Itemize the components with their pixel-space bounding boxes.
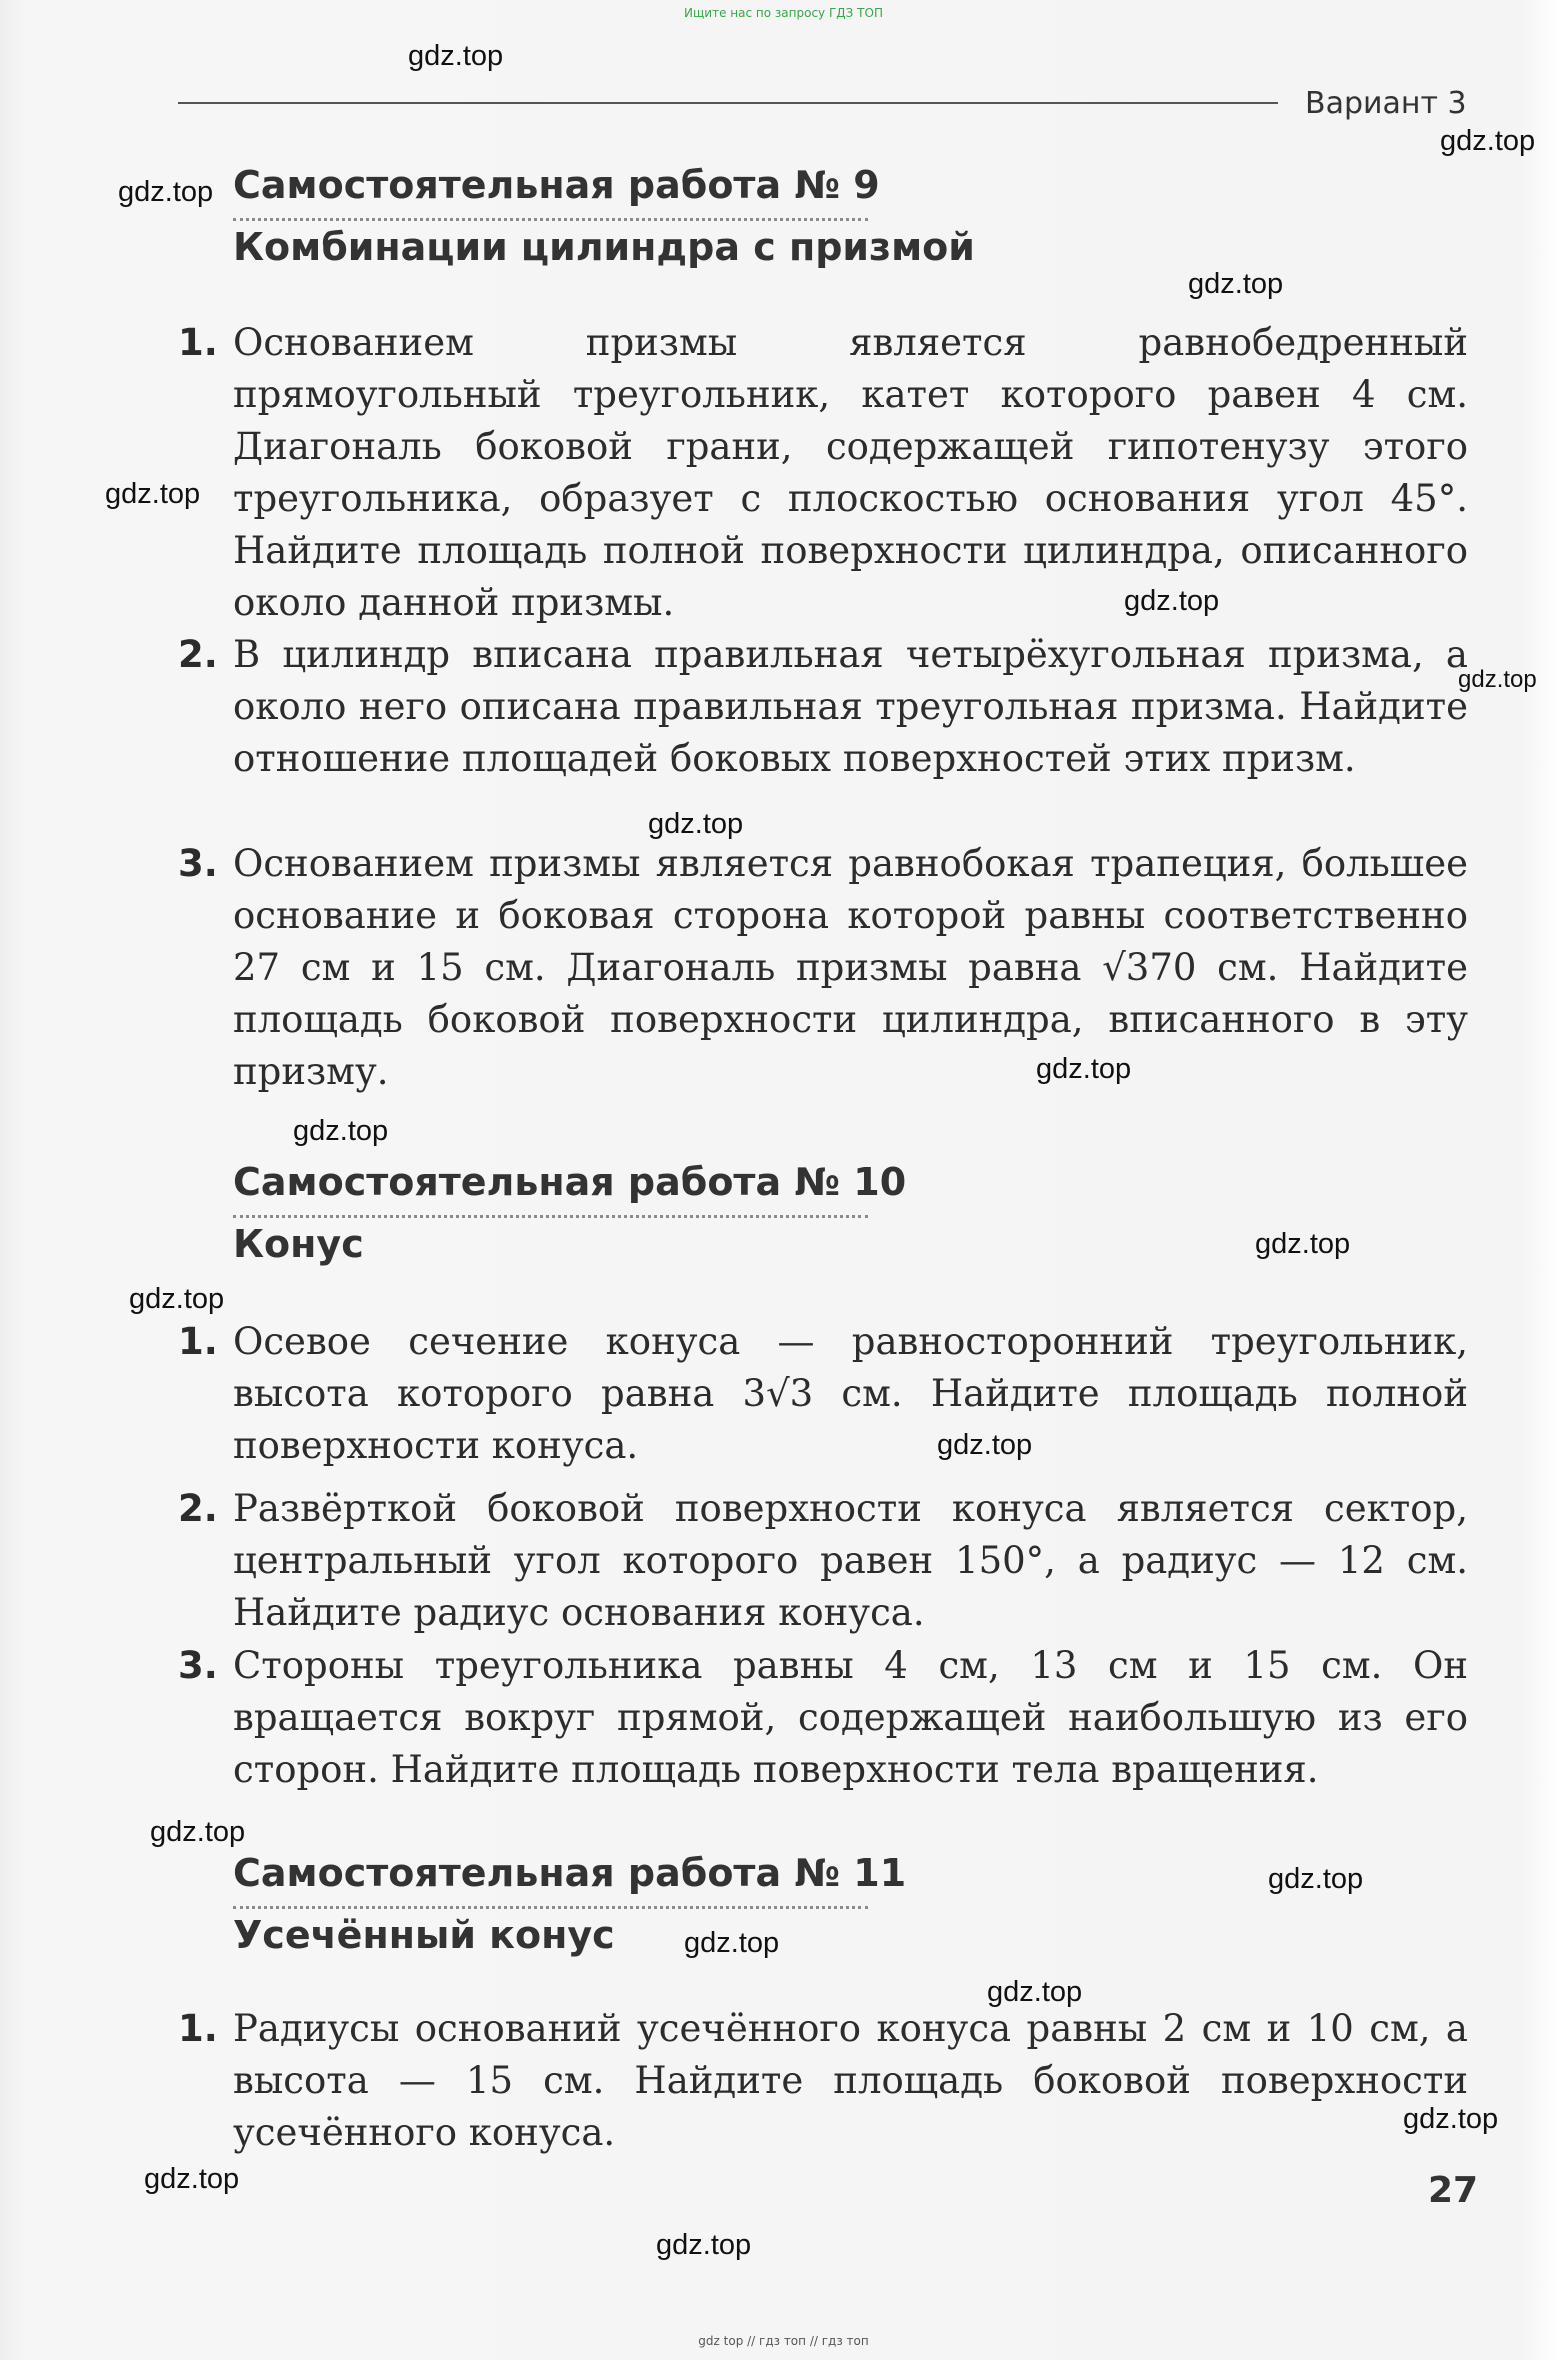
problem-number: 2.: [178, 633, 218, 676]
variant-label: Вариант 3: [1305, 86, 1467, 121]
watermark: gdz.top: [1188, 268, 1284, 300]
work-10-title-underline: [233, 1215, 868, 1218]
work-9-title-underline: [233, 218, 868, 221]
problem-number: 1.: [178, 2007, 218, 2050]
problem-number: 2.: [178, 1487, 218, 1530]
work-10-problem-3: [178, 1640, 1468, 1796]
work-11-subtitle: Усечённый конус: [233, 1913, 615, 1957]
watermark: gdz.top: [987, 1976, 1083, 2008]
watermark: gdz.top: [1036, 1053, 1132, 1085]
problem-text: В цилиндр вписана правильная четырёхугольная призма, а около него описана правильная треугольная призма. Найдите отношение площадей боковых поверхностей этих призм.: [233, 633, 1468, 780]
watermark: gdz.top: [118, 176, 214, 208]
work-10-problem-2: [178, 1483, 1468, 1639]
problem-number: 1.: [178, 321, 218, 364]
page-number: 27: [1428, 2170, 1479, 2211]
work-11-problem-1: [178, 2003, 1468, 2159]
problem-text: Радиусы оснований усечённого конуса равны 2 см и 10 см, а высота — 15 см. Найдите площадь боковой поверхности усечённого конуса.: [233, 2007, 1468, 2154]
work-10-problem-1: [178, 1316, 1468, 1472]
work-10-subtitle: Конус: [233, 1222, 364, 1266]
problem-text: Основанием призмы является равнобокая трапеция, большее основание и боковая сторона которой равны соответственно 27 см и 15 см. Диагональ призмы равна √370 см. Найдите площадь боковой поверхности цилиндра, вписанного в эту призму.: [233, 842, 1468, 1093]
watermark: gdz.top: [937, 1429, 1033, 1461]
watermark: gdz.top: [1124, 585, 1220, 617]
footer-text[interactable]: gdz top // гдз топ // гдз топ: [698, 2334, 869, 2348]
watermark: gdz.top: [648, 808, 744, 840]
watermark: gdz.top: [1268, 1863, 1364, 1895]
watermark: gdz.top: [144, 2163, 240, 2195]
work-11-title: Самостоятельная работа № 11: [233, 1851, 907, 1895]
work-9-title: Самостоятельная работа № 9: [233, 163, 880, 207]
problem-number: 1.: [178, 1320, 218, 1363]
header-rule: [178, 102, 1278, 104]
watermark: gdz.top: [1403, 2103, 1499, 2135]
work-9-problem-2: [178, 629, 1468, 785]
work-11-title-underline: [233, 1906, 868, 1909]
work-9-subtitle: Комбинации цилиндра с призмой: [233, 225, 975, 269]
work-9-problem-1: [178, 317, 1468, 629]
watermark: gdz.top: [684, 1927, 780, 1959]
work-9-problem-3: [178, 838, 1468, 1098]
watermark: gdz.top: [1458, 666, 1537, 693]
watermark: gdz.top: [293, 1115, 389, 1147]
problem-text: Осевое сечение конуса — равносторонний треугольник, высота которого равна 3√3 см. Найдите площадь полной поверхности конуса.: [233, 1320, 1468, 1467]
watermark: gdz.top: [150, 1816, 246, 1848]
problem-number: 3.: [178, 1644, 218, 1687]
problem-text: Развёрткой боковой поверхности конуса является сектор, центральный угол которого равен 150°, а радиус — 12 см. Найдите радиус основания конуса.: [233, 1487, 1468, 1634]
problem-number: 3.: [178, 842, 218, 885]
watermark: gdz.top: [656, 2229, 752, 2261]
watermark: gdz.top: [105, 478, 201, 510]
watermark: gdz.top: [1440, 125, 1536, 157]
watermark: gdz.top: [408, 40, 504, 72]
watermark: gdz.top: [129, 1283, 225, 1315]
watermark: gdz.top: [1255, 1228, 1351, 1260]
problem-text: Стороны треугольника равны 4 см, 13 см и 15 см. Он вращается вокруг прямой, содержащей наибольшую из его сторон. Найдите площадь поверхности тела вращения.: [233, 1644, 1468, 1791]
work-10-title: Самостоятельная работа № 10: [233, 1160, 907, 1204]
problem-text: Основанием призмы является равнобедренный прямоугольный треугольник, катет которого равен 4 см. Диагональ боковой грани, содержащей гипотенузу этого треугольника, образует с плоскостью основания угол 45°. Найдите площадь полной поверхности цилиндра, описанного около данной призмы.: [233, 321, 1468, 624]
top-banner-text[interactable]: Ищите нас по запросу ГДЗ ТОП: [684, 6, 883, 20]
